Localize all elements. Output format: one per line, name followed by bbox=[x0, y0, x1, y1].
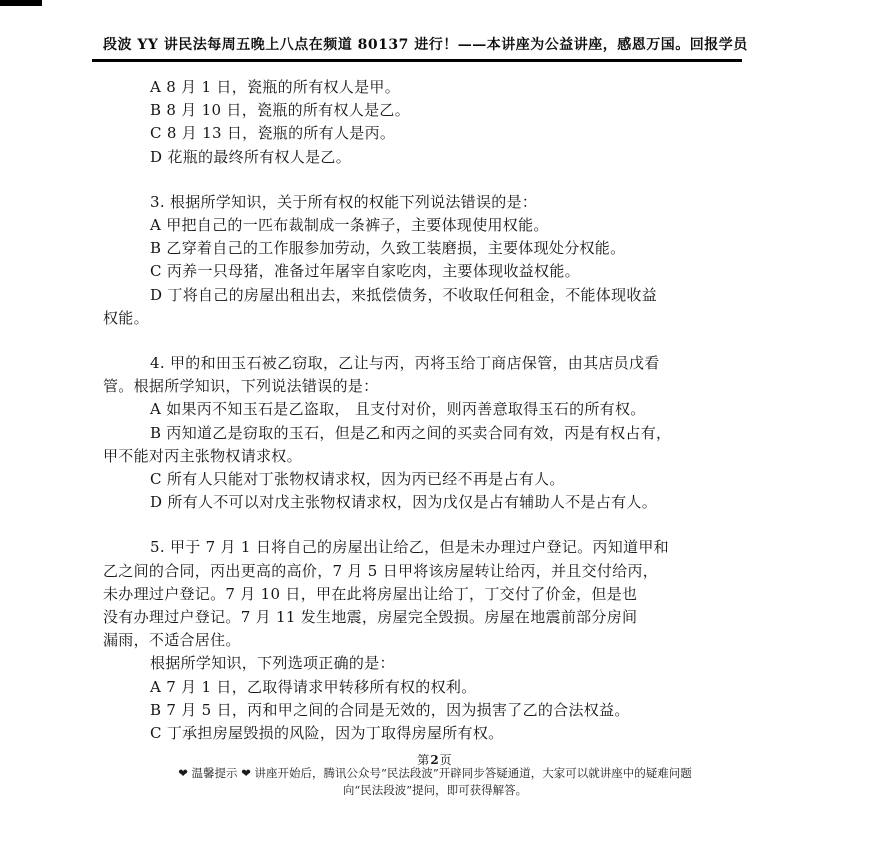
q2-option-d: D 花瓶的最终所有权人是乙。 bbox=[150, 147, 351, 166]
q4-option-b-line1: B 丙知道乙是窃取的玉石，但是乙和丙之间的买卖合同有效，丙是有权占有， bbox=[150, 423, 672, 442]
q4-option-c: C 所有人只能对丁张物权请求权，因为丙已经不再是占有人。 bbox=[150, 470, 565, 489]
q4-option-d: D 所有人不可以对戊主张物权请求权，因为戊仅是占有辅助人不是占有人。 bbox=[150, 493, 657, 512]
q5-stem-line2: 乙之间的合同，丙出更高的高价，7 月 5 日甲将该房屋转让给丙，并且交付给丙， bbox=[103, 561, 659, 580]
q3-option-d-line1: D 丁将自己的房屋出租出去，来抵偿债务，不收取任何租金，不能体现收益 bbox=[150, 285, 657, 304]
q3-option-a: A 甲把自己的一匹布裁制成一条裤子，主要体现使用权能。 bbox=[150, 216, 549, 235]
q4-option-a: A 如果丙不知玉石是乙盗取， 且支付对价，则丙善意取得玉石的所有权。 bbox=[150, 400, 646, 419]
q5-question-line: 根据所学知识，下列选项正确的是： bbox=[150, 654, 395, 673]
page-header bbox=[92, 34, 748, 62]
q3-option-b: B 乙穿着自己的工作服参加劳动，久致工装磨损，主要体现处分权能。 bbox=[150, 239, 626, 258]
q5-stem-line3: 未办理过户登记。7 月 10 日，甲在此将房屋出让给丁，丁交付了价金，但是也 bbox=[103, 584, 638, 603]
q4-stem-line2: 管。根据所学知识，下列说法错误的是： bbox=[103, 377, 379, 396]
q2-option-b: B 8 月 10 日，瓷瓶的所有权人是乙。 bbox=[150, 101, 411, 120]
footer-tip-line2: 向“民法段波”提问，即可获得解答。 bbox=[342, 782, 528, 797]
q3-option-c: C 丙养一只母猪，准备过年屠宰自家吃肉，主要体现收益权能。 bbox=[150, 262, 580, 281]
page-number-prefix: 第 bbox=[417, 753, 431, 767]
scan-artifact-mark bbox=[0, 0, 42, 6]
q5-option-c: C 丁承担房屋毁损的风险，因为丁取得房屋所有权。 bbox=[150, 724, 504, 743]
q3-option-d-line2: 权能。 bbox=[103, 308, 149, 327]
q5-option-a: A 7 月 1 日，乙取得请求甲转移所有权的权利。 bbox=[150, 677, 477, 696]
q5-stem-line5: 漏雨，不适合居住。 bbox=[103, 631, 241, 650]
header-banner-text: 段波 YY 讲民法每周五晚上八点在频道 80137 进行！——本讲座为公益讲座，感恩万国。回报学员 bbox=[103, 37, 748, 53]
page-number-suffix: 页 bbox=[439, 753, 453, 767]
footer-tip bbox=[0, 765, 870, 798]
q5-stem-line1: 5. 甲于 7 月 1 日将自己的房屋出让给乙，但是未办理过户登记。丙知道甲和 bbox=[150, 538, 669, 557]
q5-stem-line4: 没有办理过户登记。7 月 11 发生地震，房屋完全毁损。房屋在地震前部分房间 bbox=[103, 608, 638, 627]
q4-stem-line1: 4. 甲的和田玉石被乙窃取，乙让与丙，丙将玉给丁商店保管，由其店员戊看 bbox=[150, 354, 660, 373]
q5-option-b: B 7 月 5 日，丙和甲之间的合同是无效的，因为损害了乙的合法权益。 bbox=[150, 700, 630, 719]
q2-option-c: C 8 月 13 日，瓷瓶的所有人是丙。 bbox=[150, 124, 396, 143]
q2-option-a: A 8 月 1 日，瓷瓶的所有权人是甲。 bbox=[150, 78, 400, 96]
q3-stem: 3. 根据所学知识，关于所有权的权能下列说法错误的是： bbox=[150, 192, 538, 211]
document-text-body bbox=[103, 76, 779, 745]
footer-tip-line1: ❤ 温馨提示 ❤ 讲座开始后，腾讯公众号“民法段波”开辟同步答疑通道，大家可以就讲座中的疑难问题 bbox=[178, 766, 692, 780]
page-number-value: 2 bbox=[430, 753, 440, 767]
q4-option-b-line2: 甲不能对丙主张物权请求权。 bbox=[103, 446, 302, 465]
